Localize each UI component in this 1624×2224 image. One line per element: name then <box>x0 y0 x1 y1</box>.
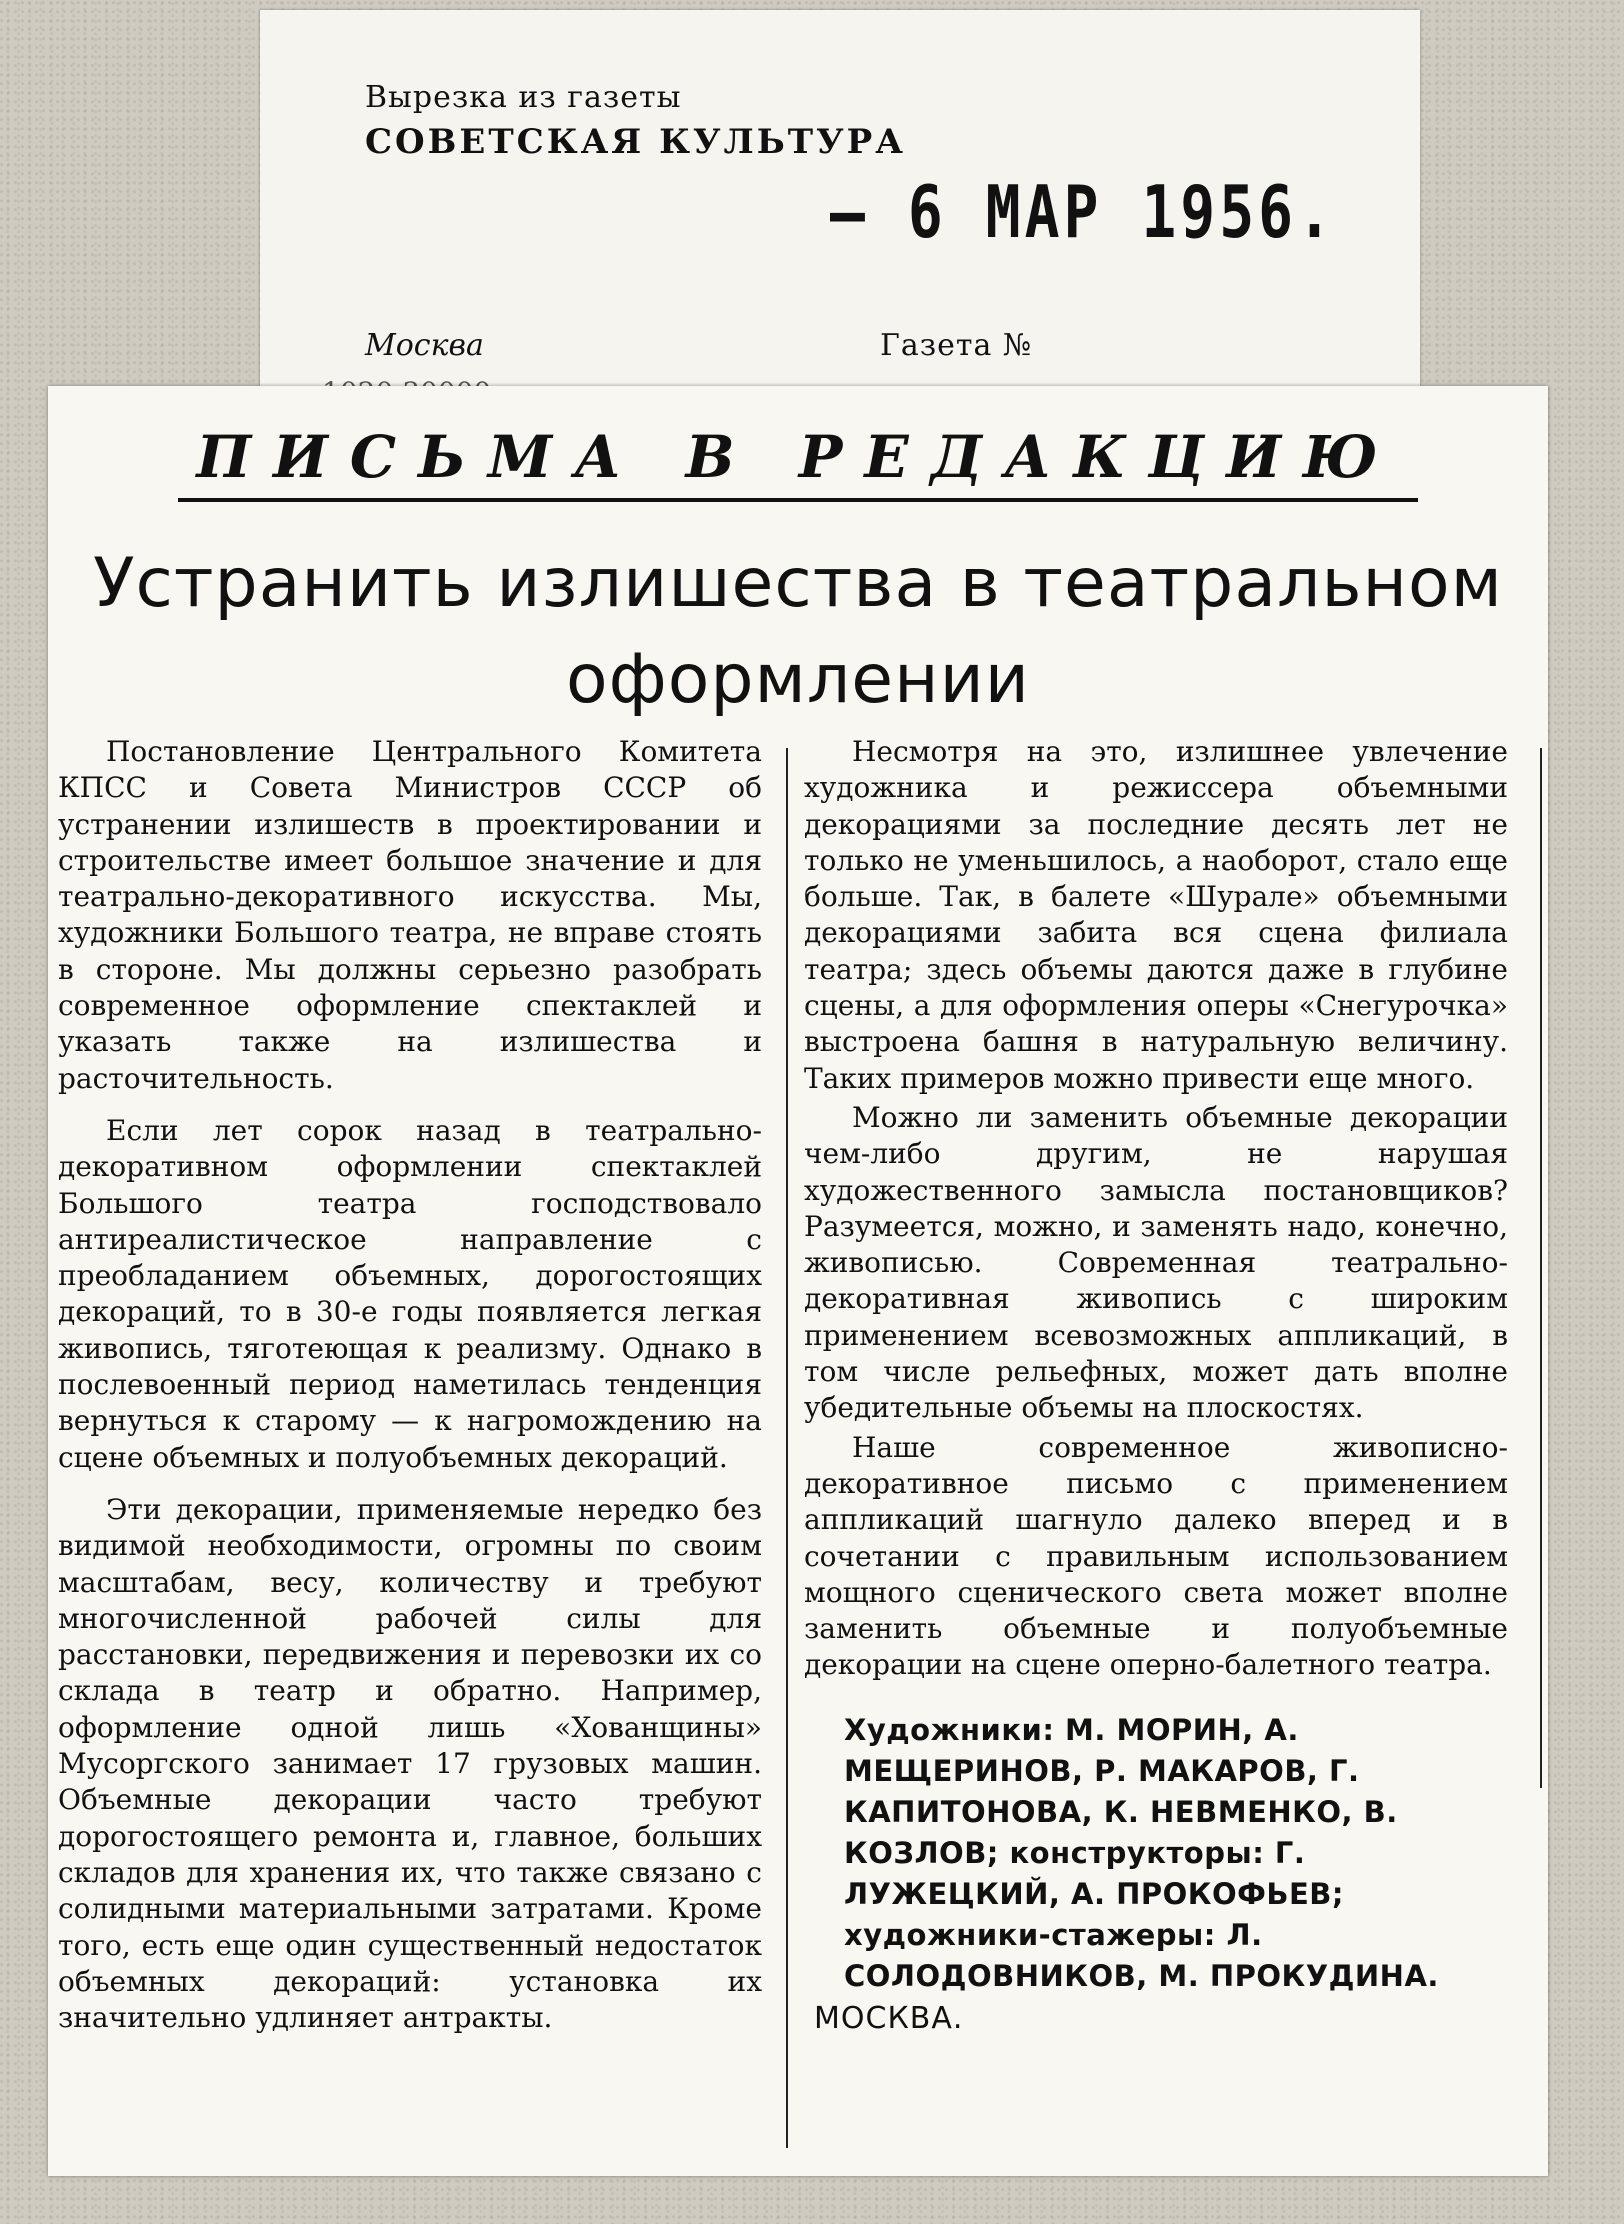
left-column <box>58 734 762 2052</box>
newspaper-name: СОВЕТСКАЯ КУЛЬТУРА <box>365 122 906 162</box>
newspaper-clipping <box>48 386 1548 2176</box>
rubric-title: ПИСЬМА В РЕДАКЦИЮ <box>196 423 1400 491</box>
paragraph: Если лет сорок назад в театрально-декоративном оформлении спектаклей Большого театра господствовало антиреалистическое направление с преобладанием объемных, дорогостоящих декораций, то в 30-е годы появляется легкая живопись, тяготеющая к реализму. Однако в послевоенный период наметилась тенденция вернуться к старому — к нагромождению на сцене объемных и полуобъемных декораций. <box>58 1113 762 1474</box>
paragraph: Наше современное живописно-декоративное письмо с применением аппликаций шагнуло далеко вперед и в сочетании с правильным использованием мощного сценического света может вполне заменить объемные и полуобъемные декорации на сцене оперно-балетного театра. <box>804 1430 1508 1682</box>
paragraph: Постановление Центрального Комитета КПСС и Совета Министров СССР об устранении излишеств в проектировании и строительстве имеет большое значение и для театрально-декоративного искусства. Мы, художники Большого театра, не вправе стоять в стороне. Мы должны серьезно разобрать современное оформление спектаклей и указать также на излишества и расточительность. <box>58 735 762 1095</box>
city-label: Москва <box>365 328 484 363</box>
right-border-rule <box>1540 748 1542 1788</box>
paragraph: Эти декорации, применяемые нередко без видимой необходимости, огромны по своим масштабам, весу, количеству и требуют многочисленной рабочей силы для расстановки, передвижения и перевозки их со склада в театр и обратно. Например, оформление одной лишь «Хованщины» Мусоргского занимает 17 грузовых машин. Объемные декорации часто требуют дорогостоящего ремонта и, главное, больших складов для хранения их, что также связано с солидными материальными затратами. Кроме того, есть еще один существенный недостаток объемных декораций: установка их значительно удлиняет антракты. <box>58 1492 762 2035</box>
paragraph: Можно ли заменить объемные декорации чем-либо другим, не нарушая художественного замысла постановщиков? Разумеется, можно, и заменять надо, конечно, живописью. Современная театрально-декоративная живопись с широким применением всевозможных аппликаций, в том числе рельефных, может дать вполне убедительные объемы на плоскостях. <box>804 1100 1508 1425</box>
rubric-underline <box>178 498 1418 502</box>
clipping-label-slip <box>260 10 1420 410</box>
gazeta-number-label: Газета № <box>880 328 1033 363</box>
article-headline: Устранить излишества в театральном оформлении <box>93 544 1503 719</box>
source-line: Вырезка из газеты <box>365 80 682 115</box>
right-column <box>804 734 1508 2037</box>
place-line: МОСКВА. <box>814 2000 964 2036</box>
column-divider <box>786 748 788 2148</box>
paragraph: Несмотря на это, излишнее увлечение художника и режиссера объемными декорациями за последние десять лет не только не уменьшилось, а наоборот, стало еще больше. Так, в балете «Шурале» объемными декорациями забита вся сцена филиала театра; здесь объемы даются даже в глубине сцены, а для оформления оперы «Снегурочка» выстроена башня в натуральную величину. Таких примеров можно привести еще много. <box>804 735 1508 1095</box>
signature-block: Художники: М. МОРИН, А. МЕЩЕРИНОВ, Р. МАКАРОВ, Г. КАПИТОНОВА, К. НЕВМЕНКО, В. КОЗЛОВ; конструкторы: Г. ЛУЖЕЦКИЙ, А. ПРОКОФЬЕВ; художники-стажеры: Л. СОЛОДОВНИКОВ, М. ПРОКУДИНА. <box>844 1712 1439 1993</box>
date-stamp: – 6 МАР 1956. <box>830 169 1336 255</box>
